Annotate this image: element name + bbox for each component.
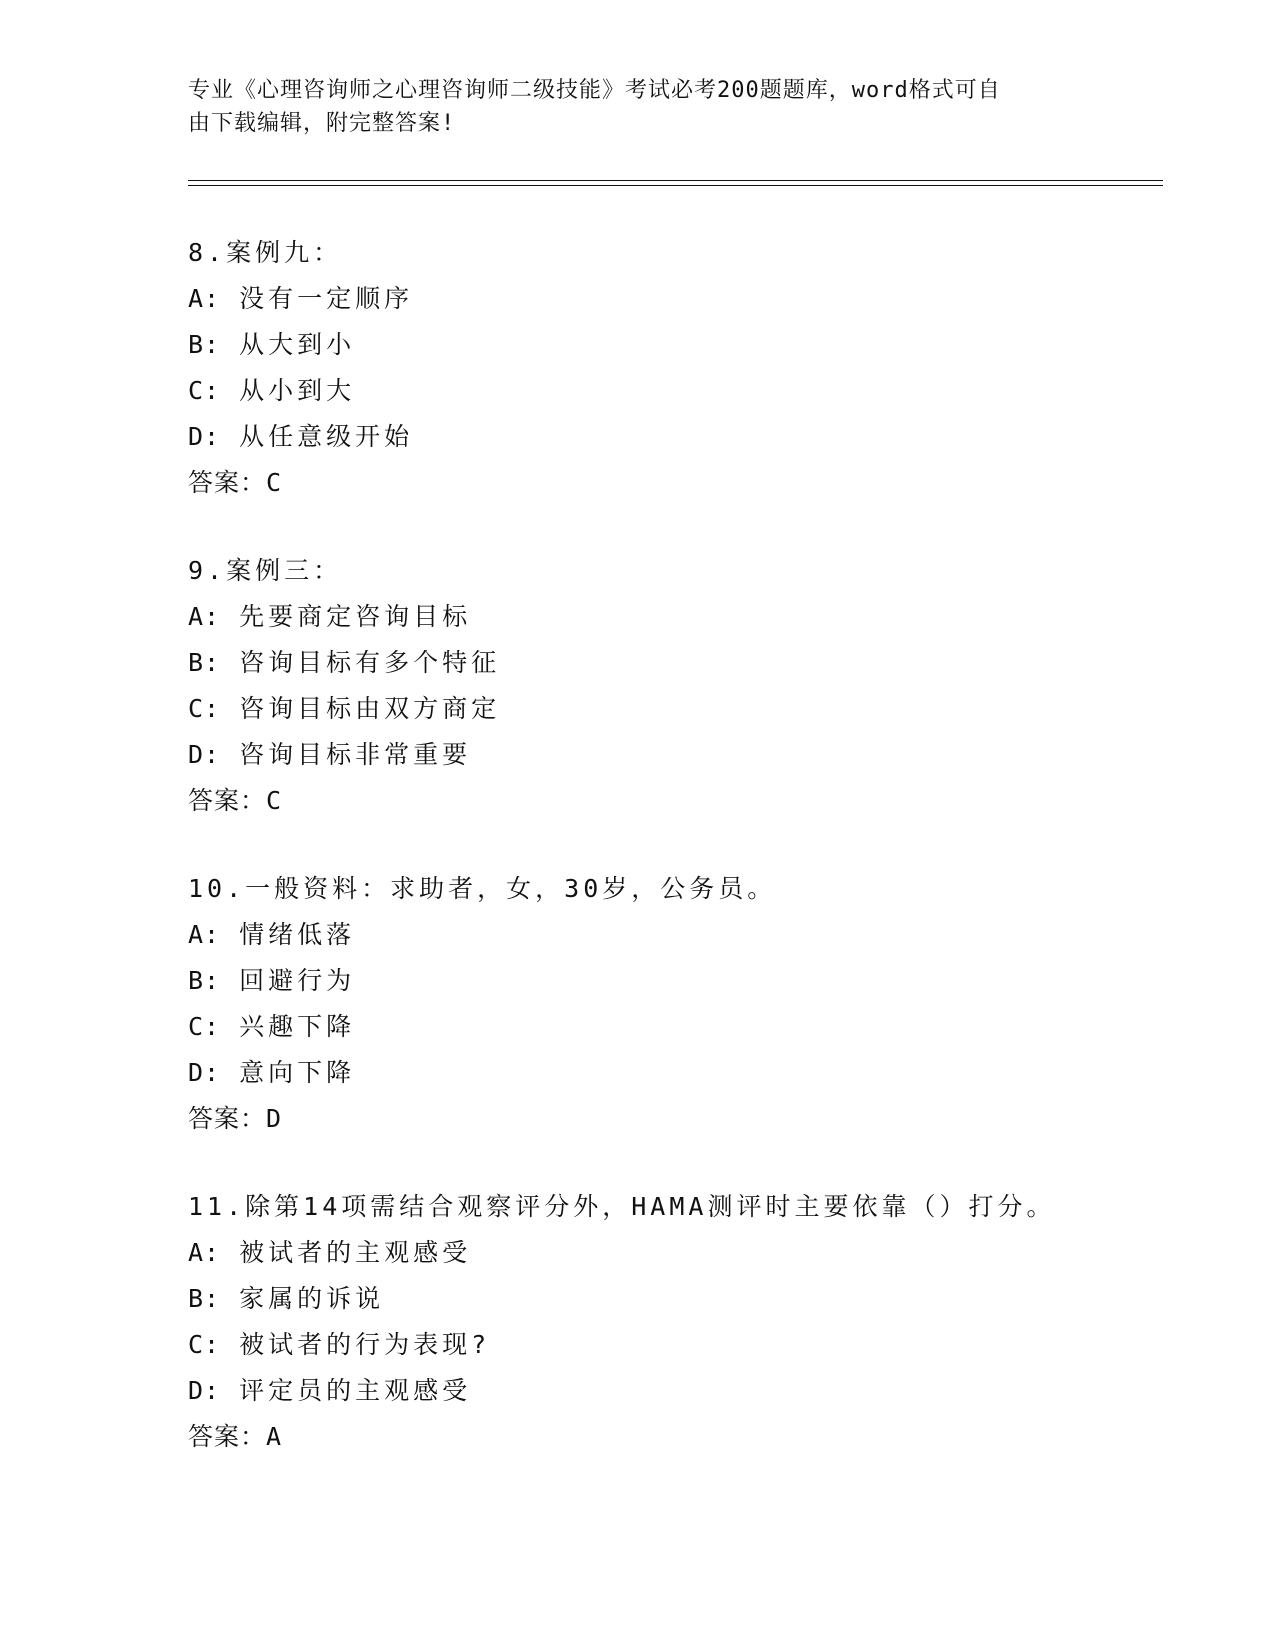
answer-line bbox=[188, 1096, 1168, 1142]
answer-line bbox=[188, 778, 1168, 824]
option-text: 家属的诉说 bbox=[239, 1284, 385, 1313]
option-text: 从小到大 bbox=[239, 376, 356, 405]
question-9 bbox=[188, 548, 1168, 824]
option-a bbox=[188, 276, 1168, 322]
option-key: B: bbox=[188, 330, 221, 359]
question-10 bbox=[188, 866, 1168, 1142]
question-title: 11.除第14项需结合观察评分外，HAMA测评时主要依靠（）打分。 bbox=[188, 1192, 1056, 1221]
question-8 bbox=[188, 230, 1168, 506]
question-11 bbox=[188, 1184, 1168, 1460]
header-rule-top bbox=[188, 180, 1163, 181]
option-c bbox=[188, 368, 1168, 414]
question-title: 8.案例九： bbox=[188, 238, 343, 267]
answer-label: 答案： bbox=[188, 1422, 267, 1451]
question-title: 10.一般资料：求助者，女，30岁，公务员。 bbox=[188, 874, 777, 903]
option-key: C: bbox=[188, 376, 221, 405]
option-text: 被试者的行为表现? bbox=[239, 1330, 491, 1359]
header-line-1: 专业《心理咨询师之心理咨询师二级技能》考试必考200题题库，word格式可自 bbox=[188, 78, 1001, 103]
option-text: 咨询目标有多个特征 bbox=[239, 648, 501, 677]
document-header bbox=[188, 74, 1088, 140]
option-key: D: bbox=[188, 422, 221, 451]
answer-value: C bbox=[266, 786, 283, 815]
option-key: A: bbox=[188, 284, 221, 313]
header-rule-bottom bbox=[188, 185, 1163, 186]
option-key: D: bbox=[188, 1058, 221, 1087]
answer-label: 答案： bbox=[188, 786, 267, 815]
option-a bbox=[188, 1230, 1168, 1276]
answer-line bbox=[188, 1414, 1168, 1460]
option-key: C: bbox=[188, 1012, 221, 1041]
answer-label: 答案： bbox=[188, 468, 267, 497]
option-d bbox=[188, 414, 1168, 460]
option-text: 被试者的主观感受 bbox=[239, 1238, 472, 1267]
option-text: 情绪低落 bbox=[239, 920, 356, 949]
option-b bbox=[188, 322, 1168, 368]
option-key: A: bbox=[188, 1238, 221, 1267]
answer-label: 答案： bbox=[188, 1104, 267, 1133]
question-title: 9.案例三： bbox=[188, 556, 343, 585]
option-b bbox=[188, 1276, 1168, 1322]
option-b bbox=[188, 958, 1168, 1004]
option-text: 意向下降 bbox=[239, 1058, 356, 1087]
option-text: 评定员的主观感受 bbox=[239, 1376, 472, 1405]
answer-value: D bbox=[266, 1104, 283, 1133]
answer-value: C bbox=[266, 468, 283, 497]
option-key: A: bbox=[188, 920, 221, 949]
option-a bbox=[188, 912, 1168, 958]
option-text: 先要商定咨询目标 bbox=[239, 602, 472, 631]
option-d bbox=[188, 1368, 1168, 1414]
answer-line bbox=[188, 460, 1168, 506]
option-key: D: bbox=[188, 1376, 221, 1405]
option-key: A: bbox=[188, 602, 221, 631]
option-key: C: bbox=[188, 694, 221, 723]
option-c bbox=[188, 1322, 1168, 1368]
header-line-2: 由下载编辑，附完整答案! bbox=[188, 111, 456, 136]
answer-value: A bbox=[266, 1422, 283, 1451]
option-key: B: bbox=[188, 966, 221, 995]
option-text: 没有一定顺序 bbox=[239, 284, 414, 313]
option-a bbox=[188, 594, 1168, 640]
option-key: B: bbox=[188, 648, 221, 677]
option-text: 从大到小 bbox=[239, 330, 356, 359]
option-d bbox=[188, 732, 1168, 778]
option-key: C: bbox=[188, 1330, 221, 1359]
option-b bbox=[188, 640, 1168, 686]
option-text: 回避行为 bbox=[239, 966, 356, 995]
option-text: 咨询目标非常重要 bbox=[239, 740, 472, 769]
option-c bbox=[188, 686, 1168, 732]
option-text: 兴趣下降 bbox=[239, 1012, 356, 1041]
option-c bbox=[188, 1004, 1168, 1050]
option-key: D: bbox=[188, 740, 221, 769]
option-text: 咨询目标由双方商定 bbox=[239, 694, 501, 723]
option-key: B: bbox=[188, 1284, 221, 1313]
option-d bbox=[188, 1050, 1168, 1096]
option-text: 从任意级开始 bbox=[239, 422, 414, 451]
